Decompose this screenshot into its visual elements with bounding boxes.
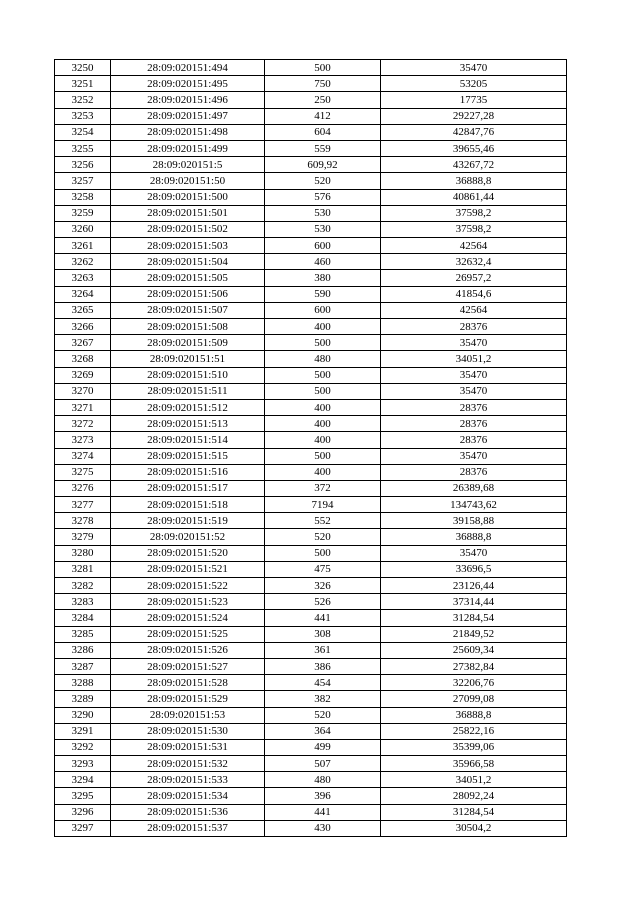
table-row <box>55 335 567 351</box>
area-cell: 430 <box>265 820 381 836</box>
cadastral-number-cell: 28:09:020151:502 <box>111 221 265 237</box>
table-row <box>55 351 567 367</box>
row-number-cell: 3263 <box>55 270 111 286</box>
area-cell: 530 <box>265 221 381 237</box>
value-cell: 32206,76 <box>381 675 567 691</box>
cadastral-number-cell: 28:09:020151:536 <box>111 804 265 820</box>
cadastral-number-cell: 28:09:020151:507 <box>111 302 265 318</box>
area-cell: 441 <box>265 804 381 820</box>
table-row <box>55 205 567 221</box>
value-cell: 42564 <box>381 302 567 318</box>
cadastral-number-cell: 28:09:020151:530 <box>111 723 265 739</box>
row-number-cell: 3292 <box>55 739 111 755</box>
table-row <box>55 416 567 432</box>
area-cell: 326 <box>265 578 381 594</box>
value-cell: 17735 <box>381 92 567 108</box>
table-row <box>55 610 567 626</box>
area-cell: 7194 <box>265 497 381 513</box>
area-cell: 400 <box>265 319 381 335</box>
area-cell: 507 <box>265 756 381 772</box>
row-number-cell: 3254 <box>55 124 111 140</box>
value-cell: 25609,34 <box>381 642 567 658</box>
table-row <box>55 221 567 237</box>
area-cell: 454 <box>265 675 381 691</box>
table-row <box>55 124 567 140</box>
row-number-cell: 3278 <box>55 513 111 529</box>
value-cell: 34051,2 <box>381 772 567 788</box>
value-cell: 31284,54 <box>381 804 567 820</box>
row-number-cell: 3289 <box>55 691 111 707</box>
table-row <box>55 270 567 286</box>
value-cell: 23126,44 <box>381 578 567 594</box>
cadastral-number-cell: 28:09:020151:518 <box>111 497 265 513</box>
cadastral-number-cell: 28:09:020151:50 <box>111 173 265 189</box>
table-row <box>55 594 567 610</box>
area-cell: 590 <box>265 286 381 302</box>
area-cell: 386 <box>265 658 381 674</box>
area-cell: 520 <box>265 707 381 723</box>
value-cell: 37598,2 <box>381 205 567 221</box>
value-cell: 21849,52 <box>381 626 567 642</box>
cadastral-number-cell: 28:09:020151:503 <box>111 238 265 254</box>
row-number-cell: 3269 <box>55 367 111 383</box>
area-cell: 460 <box>265 254 381 270</box>
cadastral-number-cell: 28:09:020151:532 <box>111 756 265 772</box>
cadastral-number-cell: 28:09:020151:522 <box>111 578 265 594</box>
cadastral-number-cell: 28:09:020151:501 <box>111 205 265 221</box>
row-number-cell: 3270 <box>55 383 111 399</box>
row-number-cell: 3264 <box>55 286 111 302</box>
area-cell: 475 <box>265 561 381 577</box>
value-cell: 35470 <box>381 60 567 76</box>
row-number-cell: 3265 <box>55 302 111 318</box>
cadastral-number-cell: 28:09:020151:514 <box>111 432 265 448</box>
area-cell: 500 <box>265 448 381 464</box>
table-row <box>55 804 567 820</box>
cadastral-number-cell: 28:09:020151:504 <box>111 254 265 270</box>
area-cell: 396 <box>265 788 381 804</box>
value-cell: 36888,8 <box>381 173 567 189</box>
value-cell: 30504,2 <box>381 820 567 836</box>
row-number-cell: 3275 <box>55 464 111 480</box>
table-row <box>55 464 567 480</box>
row-number-cell: 3252 <box>55 92 111 108</box>
table-row <box>55 432 567 448</box>
row-number-cell: 3255 <box>55 140 111 156</box>
value-cell: 28376 <box>381 399 567 415</box>
value-cell: 40861,44 <box>381 189 567 205</box>
value-cell: 35470 <box>381 448 567 464</box>
cadastral-number-cell: 28:09:020151:499 <box>111 140 265 156</box>
cadastral-value-table <box>54 59 567 837</box>
area-cell: 499 <box>265 739 381 755</box>
row-number-cell: 3262 <box>55 254 111 270</box>
area-cell: 576 <box>265 189 381 205</box>
row-number-cell: 3286 <box>55 642 111 658</box>
table-row <box>55 157 567 173</box>
table-row <box>55 399 567 415</box>
cadastral-number-cell: 28:09:020151:513 <box>111 416 265 432</box>
cadastral-number-cell: 28:09:020151:505 <box>111 270 265 286</box>
table-row <box>55 108 567 124</box>
area-cell: 441 <box>265 610 381 626</box>
cadastral-number-cell: 28:09:020151:519 <box>111 513 265 529</box>
row-number-cell: 3267 <box>55 335 111 351</box>
table-row <box>55 189 567 205</box>
table-row <box>55 739 567 755</box>
row-number-cell: 3285 <box>55 626 111 642</box>
cadastral-number-cell: 28:09:020151:517 <box>111 480 265 496</box>
row-number-cell: 3271 <box>55 399 111 415</box>
value-cell: 33696,5 <box>381 561 567 577</box>
table-row <box>55 691 567 707</box>
row-number-cell: 3251 <box>55 76 111 92</box>
table-row <box>55 820 567 836</box>
value-cell: 28376 <box>381 319 567 335</box>
table-row <box>55 254 567 270</box>
cadastral-number-cell: 28:09:020151:533 <box>111 772 265 788</box>
row-number-cell: 3279 <box>55 529 111 545</box>
cadastral-number-cell: 28:09:020151:516 <box>111 464 265 480</box>
area-cell: 364 <box>265 723 381 739</box>
area-cell: 380 <box>265 270 381 286</box>
row-number-cell: 3253 <box>55 108 111 124</box>
value-cell: 35399,06 <box>381 739 567 755</box>
area-cell: 520 <box>265 529 381 545</box>
value-cell: 37598,2 <box>381 221 567 237</box>
area-cell: 750 <box>265 76 381 92</box>
row-number-cell: 3259 <box>55 205 111 221</box>
row-number-cell: 3280 <box>55 545 111 561</box>
row-number-cell: 3290 <box>55 707 111 723</box>
row-number-cell: 3273 <box>55 432 111 448</box>
value-cell: 27382,84 <box>381 658 567 674</box>
row-number-cell: 3283 <box>55 594 111 610</box>
table-row <box>55 497 567 513</box>
row-number-cell: 3288 <box>55 675 111 691</box>
row-number-cell: 3261 <box>55 238 111 254</box>
table-row <box>55 383 567 399</box>
value-cell: 28092,24 <box>381 788 567 804</box>
row-number-cell: 3266 <box>55 319 111 335</box>
cadastral-number-cell: 28:09:020151:527 <box>111 658 265 674</box>
value-cell: 26389,68 <box>381 480 567 496</box>
cadastral-number-cell: 28:09:020151:5 <box>111 157 265 173</box>
row-number-cell: 3268 <box>55 351 111 367</box>
cadastral-number-cell: 28:09:020151:525 <box>111 626 265 642</box>
area-cell: 382 <box>265 691 381 707</box>
row-number-cell: 3281 <box>55 561 111 577</box>
area-cell: 400 <box>265 432 381 448</box>
table-row <box>55 675 567 691</box>
value-cell: 36888,8 <box>381 707 567 723</box>
cadastral-number-cell: 28:09:020151:531 <box>111 739 265 755</box>
cadastral-number-cell: 28:09:020151:526 <box>111 642 265 658</box>
area-cell: 372 <box>265 480 381 496</box>
row-number-cell: 3276 <box>55 480 111 496</box>
row-number-cell: 3274 <box>55 448 111 464</box>
cadastral-number-cell: 28:09:020151:529 <box>111 691 265 707</box>
cadastral-number-cell: 28:09:020151:500 <box>111 189 265 205</box>
area-cell: 520 <box>265 173 381 189</box>
cadastral-number-cell: 28:09:020151:494 <box>111 60 265 76</box>
cadastral-number-cell: 28:09:020151:534 <box>111 788 265 804</box>
cadastral-number-cell: 28:09:020151:515 <box>111 448 265 464</box>
cadastral-number-cell: 28:09:020151:520 <box>111 545 265 561</box>
value-cell: 34051,2 <box>381 351 567 367</box>
row-number-cell: 3284 <box>55 610 111 626</box>
area-cell: 530 <box>265 205 381 221</box>
row-number-cell: 3277 <box>55 497 111 513</box>
row-number-cell: 3294 <box>55 772 111 788</box>
area-cell: 552 <box>265 513 381 529</box>
area-cell: 526 <box>265 594 381 610</box>
cadastral-number-cell: 28:09:020151:508 <box>111 319 265 335</box>
table-row <box>55 238 567 254</box>
value-cell: 42564 <box>381 238 567 254</box>
cadastral-number-cell: 28:09:020151:537 <box>111 820 265 836</box>
row-number-cell: 3297 <box>55 820 111 836</box>
row-number-cell: 3258 <box>55 189 111 205</box>
table-row <box>55 756 567 772</box>
value-cell: 36888,8 <box>381 529 567 545</box>
value-cell: 28376 <box>381 464 567 480</box>
cadastral-number-cell: 28:09:020151:498 <box>111 124 265 140</box>
cadastral-number-cell: 28:09:020151:509 <box>111 335 265 351</box>
area-cell: 500 <box>265 545 381 561</box>
row-number-cell: 3260 <box>55 221 111 237</box>
table-row <box>55 513 567 529</box>
value-cell: 39655,46 <box>381 140 567 156</box>
row-number-cell: 3287 <box>55 658 111 674</box>
area-cell: 500 <box>265 335 381 351</box>
table-row <box>55 92 567 108</box>
area-cell: 250 <box>265 92 381 108</box>
value-cell: 39158,88 <box>381 513 567 529</box>
value-cell: 35470 <box>381 383 567 399</box>
table-row <box>55 173 567 189</box>
cadastral-number-cell: 28:09:020151:511 <box>111 383 265 399</box>
table-row <box>55 788 567 804</box>
table-row <box>55 76 567 92</box>
table-row <box>55 367 567 383</box>
value-cell: 25822,16 <box>381 723 567 739</box>
row-number-cell: 3272 <box>55 416 111 432</box>
cadastral-number-cell: 28:09:020151:523 <box>111 594 265 610</box>
area-cell: 308 <box>265 626 381 642</box>
cadastral-number-cell: 28:09:020151:521 <box>111 561 265 577</box>
row-number-cell: 3296 <box>55 804 111 820</box>
row-number-cell: 3250 <box>55 60 111 76</box>
area-cell: 400 <box>265 399 381 415</box>
cadastral-number-cell: 28:09:020151:510 <box>111 367 265 383</box>
table-row <box>55 60 567 76</box>
area-cell: 559 <box>265 140 381 156</box>
area-cell: 480 <box>265 351 381 367</box>
area-cell: 400 <box>265 416 381 432</box>
table-row <box>55 302 567 318</box>
row-number-cell: 3291 <box>55 723 111 739</box>
table-row <box>55 626 567 642</box>
cadastral-number-cell: 28:09:020151:506 <box>111 286 265 302</box>
area-cell: 600 <box>265 238 381 254</box>
table-row <box>55 448 567 464</box>
value-cell: 31284,54 <box>381 610 567 626</box>
value-cell: 134743,62 <box>381 497 567 513</box>
value-cell: 27099,08 <box>381 691 567 707</box>
table-row <box>55 545 567 561</box>
table-row <box>55 707 567 723</box>
table-row <box>55 140 567 156</box>
value-cell: 29227,28 <box>381 108 567 124</box>
row-number-cell: 3282 <box>55 578 111 594</box>
area-cell: 600 <box>265 302 381 318</box>
cadastral-number-cell: 28:09:020151:53 <box>111 707 265 723</box>
cadastral-number-cell: 28:09:020151:528 <box>111 675 265 691</box>
row-number-cell: 3256 <box>55 157 111 173</box>
table-row <box>55 319 567 335</box>
value-cell: 42847,76 <box>381 124 567 140</box>
value-cell: 35966,58 <box>381 756 567 772</box>
value-cell: 26957,2 <box>381 270 567 286</box>
cadastral-number-cell: 28:09:020151:52 <box>111 529 265 545</box>
value-cell: 35470 <box>381 367 567 383</box>
table-row <box>55 480 567 496</box>
cadastral-number-cell: 28:09:020151:496 <box>111 92 265 108</box>
row-number-cell: 3295 <box>55 788 111 804</box>
value-cell: 28376 <box>381 432 567 448</box>
value-cell: 35470 <box>381 335 567 351</box>
table-row <box>55 723 567 739</box>
table-row <box>55 772 567 788</box>
table-body <box>55 60 567 837</box>
value-cell: 32632,4 <box>381 254 567 270</box>
value-cell: 28376 <box>381 416 567 432</box>
area-cell: 480 <box>265 772 381 788</box>
area-cell: 500 <box>265 383 381 399</box>
area-cell: 400 <box>265 464 381 480</box>
table-row <box>55 578 567 594</box>
cadastral-number-cell: 28:09:020151:51 <box>111 351 265 367</box>
table-row <box>55 561 567 577</box>
area-cell: 604 <box>265 124 381 140</box>
table-row <box>55 286 567 302</box>
area-cell: 412 <box>265 108 381 124</box>
value-cell: 37314,44 <box>381 594 567 610</box>
value-cell: 35470 <box>381 545 567 561</box>
value-cell: 43267,72 <box>381 157 567 173</box>
table-row <box>55 658 567 674</box>
cadastral-number-cell: 28:09:020151:512 <box>111 399 265 415</box>
value-cell: 41854,6 <box>381 286 567 302</box>
area-cell: 609,92 <box>265 157 381 173</box>
row-number-cell: 3293 <box>55 756 111 772</box>
cadastral-number-cell: 28:09:020151:495 <box>111 76 265 92</box>
row-number-cell: 3257 <box>55 173 111 189</box>
area-cell: 500 <box>265 367 381 383</box>
table-row <box>55 529 567 545</box>
cadastral-number-cell: 28:09:020151:524 <box>111 610 265 626</box>
area-cell: 361 <box>265 642 381 658</box>
area-cell: 500 <box>265 60 381 76</box>
table-row <box>55 642 567 658</box>
cadastral-number-cell: 28:09:020151:497 <box>111 108 265 124</box>
value-cell: 53205 <box>381 76 567 92</box>
